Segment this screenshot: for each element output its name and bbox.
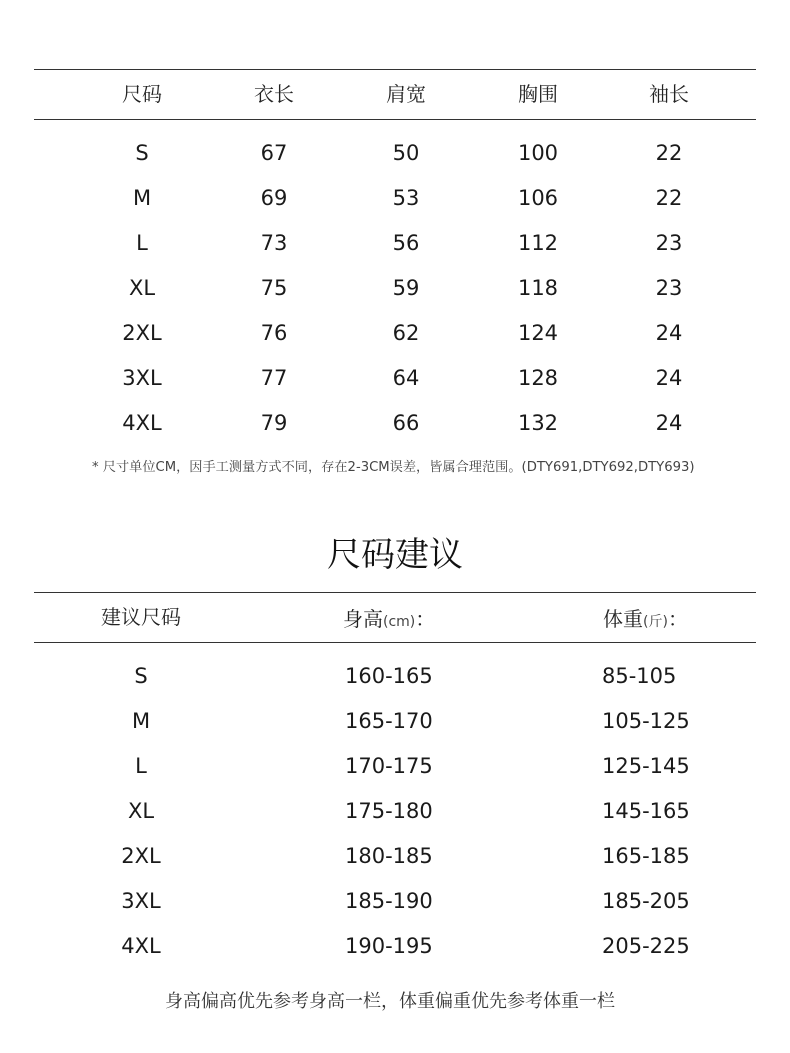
header-recommended-size: 建议尺码 xyxy=(101,605,181,629)
measure-length-cell: 76 xyxy=(260,321,288,345)
table-top-rule xyxy=(34,69,756,70)
measure-chest-cell: 128 xyxy=(517,366,559,390)
measure-shoulder-cell: 59 xyxy=(392,276,420,300)
section-title: 尺码建议 xyxy=(327,535,463,575)
measure-chest-cell: 124 xyxy=(517,321,559,345)
recommend-size-cell: M xyxy=(131,709,151,733)
recommend-size-cell: 4XL xyxy=(121,934,161,958)
header-chest: 胸围 xyxy=(518,82,558,106)
recommend-weight-cell: 205-225 xyxy=(602,934,690,958)
measure-sleeve-cell: 24 xyxy=(655,411,683,435)
table-header-rule xyxy=(34,119,756,120)
measure-shoulder-cell: 62 xyxy=(392,321,420,345)
measure-sleeve-cell: 23 xyxy=(655,276,683,300)
measure-shoulder-cell: 64 xyxy=(392,366,420,390)
recommend-size-cell: S xyxy=(134,664,148,688)
recommend-top-rule xyxy=(34,592,756,593)
recommend-size-cell: L xyxy=(135,754,147,778)
recommend-weight-cell: 125-145 xyxy=(602,754,690,778)
measure-sleeve-cell: 22 xyxy=(655,141,683,165)
measure-length-cell: 79 xyxy=(260,411,288,435)
recommendation-footer: 身高偏高优先参考身高一栏，体重偏重优先参考体重一栏 xyxy=(165,991,615,1012)
recommend-size-cell: 2XL xyxy=(121,844,161,868)
measure-sleeve-cell: 23 xyxy=(655,231,683,255)
recommend-weight-cell: 85-105 xyxy=(602,664,677,688)
measure-size-cell: S xyxy=(135,141,149,165)
measure-shoulder-cell: 50 xyxy=(392,141,420,165)
recommend-size-cell: XL xyxy=(127,799,155,823)
measure-length-cell: 75 xyxy=(260,276,288,300)
recommend-height-cell: 160-165 xyxy=(345,664,433,688)
measure-chest-cell: 132 xyxy=(517,411,559,435)
recommend-height-cell: 165-170 xyxy=(345,709,433,733)
measure-size-cell: XL xyxy=(128,276,156,300)
recommend-height-cell: 180-185 xyxy=(345,844,433,868)
measurement-note: * 尺寸单位CM，因手工测量方式不同，存在2-3CM误差，皆属合理范围。(DTY691,DTY692,DTY693) xyxy=(92,460,695,475)
header-height xyxy=(343,609,435,629)
header-length: 衣长 xyxy=(254,82,294,106)
measure-length-cell: 73 xyxy=(260,231,288,255)
header-weight-colon: ： xyxy=(667,607,688,631)
header-weight-unit: (斤) xyxy=(643,614,668,630)
recommend-weight-cell: 145-165 xyxy=(602,799,690,823)
measure-shoulder-cell: 53 xyxy=(392,186,420,210)
measure-chest-cell: 112 xyxy=(517,231,559,255)
measure-size-cell: 3XL xyxy=(122,366,162,390)
measure-shoulder-cell: 66 xyxy=(392,411,420,435)
measure-chest-cell: 106 xyxy=(517,186,559,210)
recommend-weight-cell: 185-205 xyxy=(602,889,690,913)
measure-length-cell: 77 xyxy=(260,366,288,390)
header-size: 尺码 xyxy=(122,82,162,106)
recommend-height-cell: 185-190 xyxy=(345,889,433,913)
measure-size-cell: 2XL xyxy=(122,321,162,345)
header-shoulder: 肩宽 xyxy=(386,82,426,106)
measure-chest-cell: 100 xyxy=(517,141,559,165)
measure-size-cell: 4XL xyxy=(122,411,162,435)
measure-chest-cell: 118 xyxy=(517,276,559,300)
recommend-size-cell: 3XL xyxy=(121,889,161,913)
recommend-header-rule xyxy=(34,642,756,643)
measure-sleeve-cell: 22 xyxy=(655,186,683,210)
header-height-label: 身高 xyxy=(343,607,383,631)
recommend-height-cell: 190-195 xyxy=(345,934,433,958)
recommend-weight-cell: 165-185 xyxy=(602,844,690,868)
measure-length-cell: 69 xyxy=(260,186,288,210)
measure-shoulder-cell: 56 xyxy=(392,231,420,255)
header-sleeve: 袖长 xyxy=(649,82,689,106)
measure-length-cell: 67 xyxy=(260,141,288,165)
recommend-height-cell: 170-175 xyxy=(345,754,433,778)
measure-size-cell: L xyxy=(136,231,148,255)
header-weight xyxy=(603,609,688,629)
recommend-height-cell: 175-180 xyxy=(345,799,433,823)
recommend-weight-cell: 105-125 xyxy=(602,709,690,733)
measure-sleeve-cell: 24 xyxy=(655,321,683,345)
measure-size-cell: M xyxy=(132,186,152,210)
header-height-unit: (cm) xyxy=(383,614,416,630)
measure-sleeve-cell: 24 xyxy=(655,366,683,390)
header-height-colon: ： xyxy=(415,607,436,631)
header-weight-label: 体重 xyxy=(603,607,643,631)
